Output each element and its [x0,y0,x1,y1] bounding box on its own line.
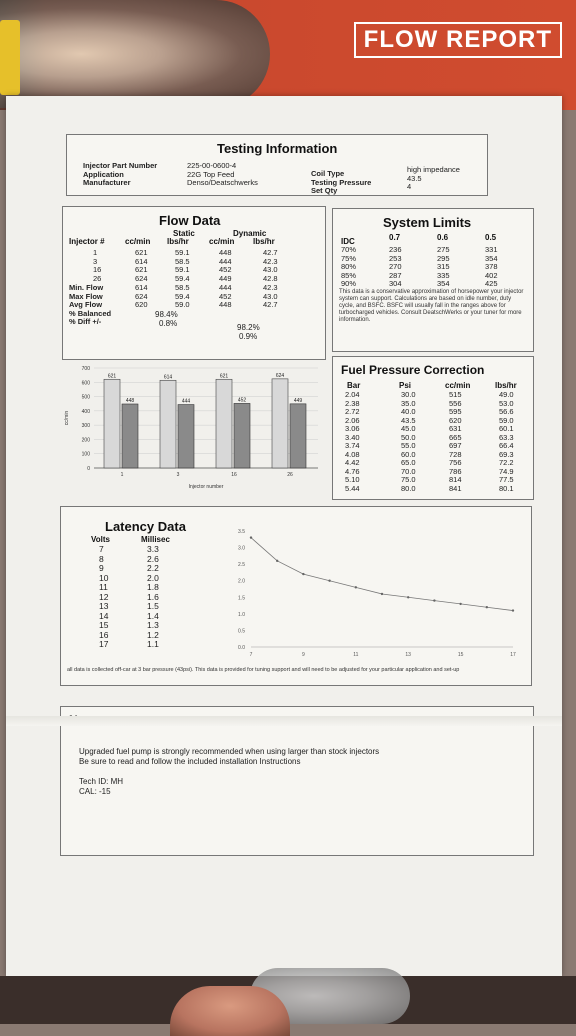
latency-point [276,560,278,562]
balanced-static: 98.4% [155,310,178,319]
unit-static-lbs: lbs/hr [167,237,189,246]
latency-line-chart [231,525,521,663]
y-tick-label: 600 [81,380,90,387]
summary-dynamic-cc: 444 452 448 [219,283,232,309]
data-label-static: 624 [275,372,285,379]
bar-dynamic [122,404,138,468]
latency-volts-cell: 10 [99,572,109,583]
dynamic-cc-values: 448 444 452 449 [219,248,232,283]
fuel-cc-cell: 665 [449,432,462,442]
limits-header-idc: IDC [341,237,355,246]
latency-point [512,609,514,611]
latency-volts [99,544,108,649]
system-limits [332,208,534,352]
fuel-cc-cell: 756 [449,458,462,467]
finger [170,986,290,1036]
data-label-dynamic: 452 [237,397,247,404]
fuel-lbs-cell: 63.3 [499,432,514,442]
latency-header-ms: Millisec [141,535,170,544]
fuel-cc-cell: 814 [449,475,462,484]
fuel-bar-cell: 5.44 [345,483,360,493]
fuel-lbs-cell: 56.6 [499,407,514,416]
latency-point [302,573,304,575]
y-axis-label: cc/min [64,410,70,426]
x-tick-label: 1 [120,472,124,478]
latency-ms-cell: 1.3 [147,620,159,630]
fuel-psi-cell: 65.0 [401,458,416,467]
summary-labels: Min. Flow Max Flow Avg Flow % Balanced % Diff +/- [69,283,112,326]
fuel-bar-cell: 5.10 [345,475,360,484]
fuel-lbs-cell: 53.0 [499,398,514,408]
diff-dynamic: 0.9% [239,332,258,341]
x-tick-label: 7 [249,652,253,658]
fuel-psi-cell: 43.5 [401,415,416,425]
diff-static: 0.8% [159,319,178,328]
injector-header: Injector # [69,237,105,246]
fuel-lbs-cell: 49.0 [499,390,514,399]
fuel-cc-cell: 631 [449,424,462,433]
x-tick-label: 15 [457,652,464,658]
latency-point [355,586,357,588]
y-tick-label: 1.0 [238,611,245,618]
data-label-dynamic: 448 [125,398,135,404]
latency-volts-cell: 8 [99,553,104,564]
latency-volts-cell: 11 [99,582,108,592]
limits-header-07: 0.7 [389,233,401,242]
data-label-static: 621 [107,373,117,380]
flow-chart-box [58,358,326,500]
fuel-cc-cell: 515 [449,390,462,399]
y-tick-label: 0 [87,466,90,472]
latency-line [251,538,513,611]
fuel-psi-cell: 50.0 [401,432,416,442]
testing-information [66,134,488,196]
y-tick-label: 100 [81,451,90,458]
balanced-dynamic: 98.2% [237,323,260,332]
fuel-psi-cell: 75.0 [401,475,416,484]
latency-volts-cell: 7 [99,544,104,554]
bar-dynamic [178,405,194,468]
latency-ms-cell: 1.1 [147,639,159,649]
fuel-cc-cell: 786 [449,466,462,476]
y-tick-label: 1.5 [238,595,245,602]
latency-ms-cell: 1.6 [147,591,159,602]
fuel-lbs-cell: 74.9 [499,466,514,476]
summary-static-lbs: 58.5 59.4 59.0 [175,283,190,309]
latency-ms [147,544,159,649]
x-tick-label: 9 [302,652,305,658]
fuel-psi-cell: 35.0 [401,398,416,408]
fuel-cc-cell: 841 [449,483,462,493]
latency-point [407,596,409,598]
fuel-lbs-cell: 77.5 [499,475,514,484]
fuel-psi-cell: 60.0 [401,449,416,459]
latency-ms-cell: 1.4 [147,610,159,621]
x-tick-label: 17 [510,652,516,658]
fuel-cc-cell: 728 [449,449,462,459]
fuel-psi-cell: 80.0 [401,483,416,493]
bar-dynamic [290,404,306,468]
injector-numbers: 1 3 16 26 [93,248,102,283]
fuel-pressure-correction [332,356,534,500]
y-tick-label: 0.5 [238,628,245,635]
y-tick-label: 3.0 [238,545,245,552]
summary-dynamic-lbs: 42.3 43.0 42.7 [263,283,278,309]
latency-ms-cell: 1.2 [147,629,159,640]
fuel-bar-cell: 3.40 [345,432,360,442]
fuel-header-bar: Bar [347,381,361,390]
y-tick-label: 300 [81,423,90,430]
limits-06: 275 295 315 335 354 [437,245,450,288]
fuel-cc-cell: 697 [449,441,462,450]
y-tick-label: 3.5 [238,529,245,535]
y-tick-label: 2.0 [238,578,245,585]
x-tick-label: 3 [176,472,180,478]
fuel-bar-cell: 2.06 [345,415,360,425]
limits-07: 236 253 270 287 304 [389,245,402,288]
x-tick-label: 16 [231,472,237,478]
bar-static [216,379,232,468]
latency-footnote: all data is collected off-car at 3 bar pressure (43psi). This data is provided for tuning support and will need to be adjusted for your particular application and set-up [67,667,460,673]
x-tick-label: 13 [405,652,411,658]
report-paper [6,96,562,976]
latency-volts-cell: 16 [99,629,109,640]
report-title: FLOW REPORT [354,22,562,58]
latency-volts-cell: 17 [99,639,109,649]
testing-labels: Injector Part Number Application Manufacturer [83,161,158,187]
fuel-header-lbs: lbs/hr [495,381,517,390]
dynamic-lbs-values: 42.7 42.3 43.0 42.8 [263,248,278,283]
injector-ring [0,20,20,95]
latency-point [433,599,435,601]
data-label-static: 614 [163,374,173,381]
fuel-header-cc: cc/min [445,381,471,390]
fuel-bar-cell: 4.42 [345,458,360,467]
latency-point [250,536,252,538]
paper-fold [6,716,562,726]
fuel-bar-cell: 4.08 [345,449,360,459]
static-cc-values: 621 614 621 624 [135,248,148,283]
latency-header-volts: Volts [91,535,110,544]
x-axis-label: Injector number [188,484,224,490]
notes-line-1: Upgraded fuel pump is strongly recommended when using larger than stock injectors [79,747,380,756]
y-tick-label: 400 [81,408,90,415]
latency-point [459,603,461,605]
fuel-header-psi: Psi [399,381,412,390]
fuel-lbs-cell: 66.4 [499,441,514,450]
fuel-lbs-cell: 80.1 [499,483,514,493]
fuel-psi-cell: 45.0 [401,424,416,433]
bar-dynamic [234,403,250,468]
notes-tech: Tech ID: MH [79,777,124,786]
testing-values-2: high impedance 43.5 4 [407,165,460,191]
fuel-cc-cell: 595 [449,407,462,416]
fuel-cc-cell: 556 [449,398,462,408]
latency-point [381,593,383,595]
bar-static [272,379,288,468]
latency-volts-cell: 13 [99,601,109,611]
latency-ms-cell: 3.3 [147,544,159,554]
static-label: Static [173,229,195,238]
latency-volts-cell: 15 [99,620,109,630]
notes-cal: CAL: -15 [79,787,111,796]
bar-static [104,379,120,468]
latency-point [328,580,330,582]
y-tick-label: 700 [81,366,90,372]
flow-bar-chart [58,358,326,500]
fuel-lbs-cell: 69.3 [499,449,514,459]
unit-dynamic-cc: cc/min [209,237,235,246]
notes-line-2: Be sure to read and follow the included installation Instructions [79,757,301,766]
data-label-dynamic: 449 [293,397,303,404]
fuel-psi-cell: 55.0 [401,441,416,450]
fuel-psi-values [401,390,416,492]
y-tick-label: 500 [81,394,90,401]
latency-title: Latency Data [105,519,186,534]
limits-header-05: 0.5 [485,233,497,242]
fuel-lbs-values [499,390,514,492]
fuel-bar-cell: 3.74 [345,441,360,450]
fuel-bar-cell: 2.72 [345,407,360,416]
flow-data [62,206,326,360]
latency-ms-cell: 2.6 [147,553,159,564]
fuel-bar-cell: 2.38 [345,398,360,408]
static-lbs-values: 59.1 58.5 59.1 59.4 [175,248,190,283]
latency-ms-cell: 2.0 [147,572,159,583]
fuel-bar-values [345,390,360,492]
fuel-cc-values [449,390,462,492]
limits-header-06: 0.6 [437,233,449,242]
y-tick-label: 0.0 [238,645,245,651]
fuel-bar-cell: 3.06 [345,424,360,433]
fuel-lbs-cell: 60.1 [499,424,514,433]
y-tick-label: 200 [81,437,90,444]
fuel-cc-cell: 620 [449,415,462,425]
fuel-psi-cell: 70.0 [401,466,416,476]
dynamic-label: Dynamic [233,229,267,238]
limits-title: System Limits [383,215,472,230]
testing-title: Testing Information [217,141,338,156]
injector-photo [0,0,270,108]
latency-volts-cell: 9 [99,563,104,573]
fuel-lbs-cell: 59.0 [499,415,514,425]
fuel-bar-cell: 2.04 [345,390,360,399]
latency-ms-cell: 1.5 [147,601,159,611]
latency-ms-cell: 2.2 [147,563,159,573]
unit-dynamic-lbs: lbs/hr [253,237,275,246]
testing-values: 225-00-0600-4 22G Top Feed Denso/Deatschwerks [187,161,258,187]
notes-box [60,706,534,856]
fuel-lbs-cell: 72.2 [499,458,514,467]
fuel-title: Fuel Pressure Correction [341,363,485,377]
fuel-psi-cell: 30.0 [401,390,416,399]
latency-volts-cell: 14 [99,610,109,621]
x-tick-label: 26 [287,472,293,478]
testing-labels-2: Coil Type Testing Pressure Set Qty [311,169,372,195]
fuel-bar-cell: 4.76 [345,466,360,476]
latency-point [486,606,488,608]
fuel-psi-cell: 40.0 [401,407,416,416]
flow-title: Flow Data [159,213,221,228]
latency-ms-cell: 1.8 [147,582,159,592]
data-label-dynamic: 444 [181,398,191,405]
limits-idc: 70% 75% 80% 85% 90% [341,245,357,288]
unit-static-cc: cc/min [125,237,151,246]
summary-static-cc: 614 624 620 [135,283,148,309]
data-label-static: 621 [219,373,229,380]
latency-data [60,506,532,686]
x-tick-label: 11 [353,652,359,658]
y-tick-label: 2.5 [238,562,245,569]
limits-note: This data is a conservative approximation of horsepower your injector system can support. Calculations are based on idle number, duty cycle, and BSFC. BSFC will usually fall in the ranges above for turbocharged vehicles. Consult DeatschWerks or your tuner for more information. [339,289,524,323]
latency-volts-cell: 12 [99,591,109,602]
bar-static [160,380,176,468]
limits-05: 331 354 378 402 425 [485,245,498,288]
